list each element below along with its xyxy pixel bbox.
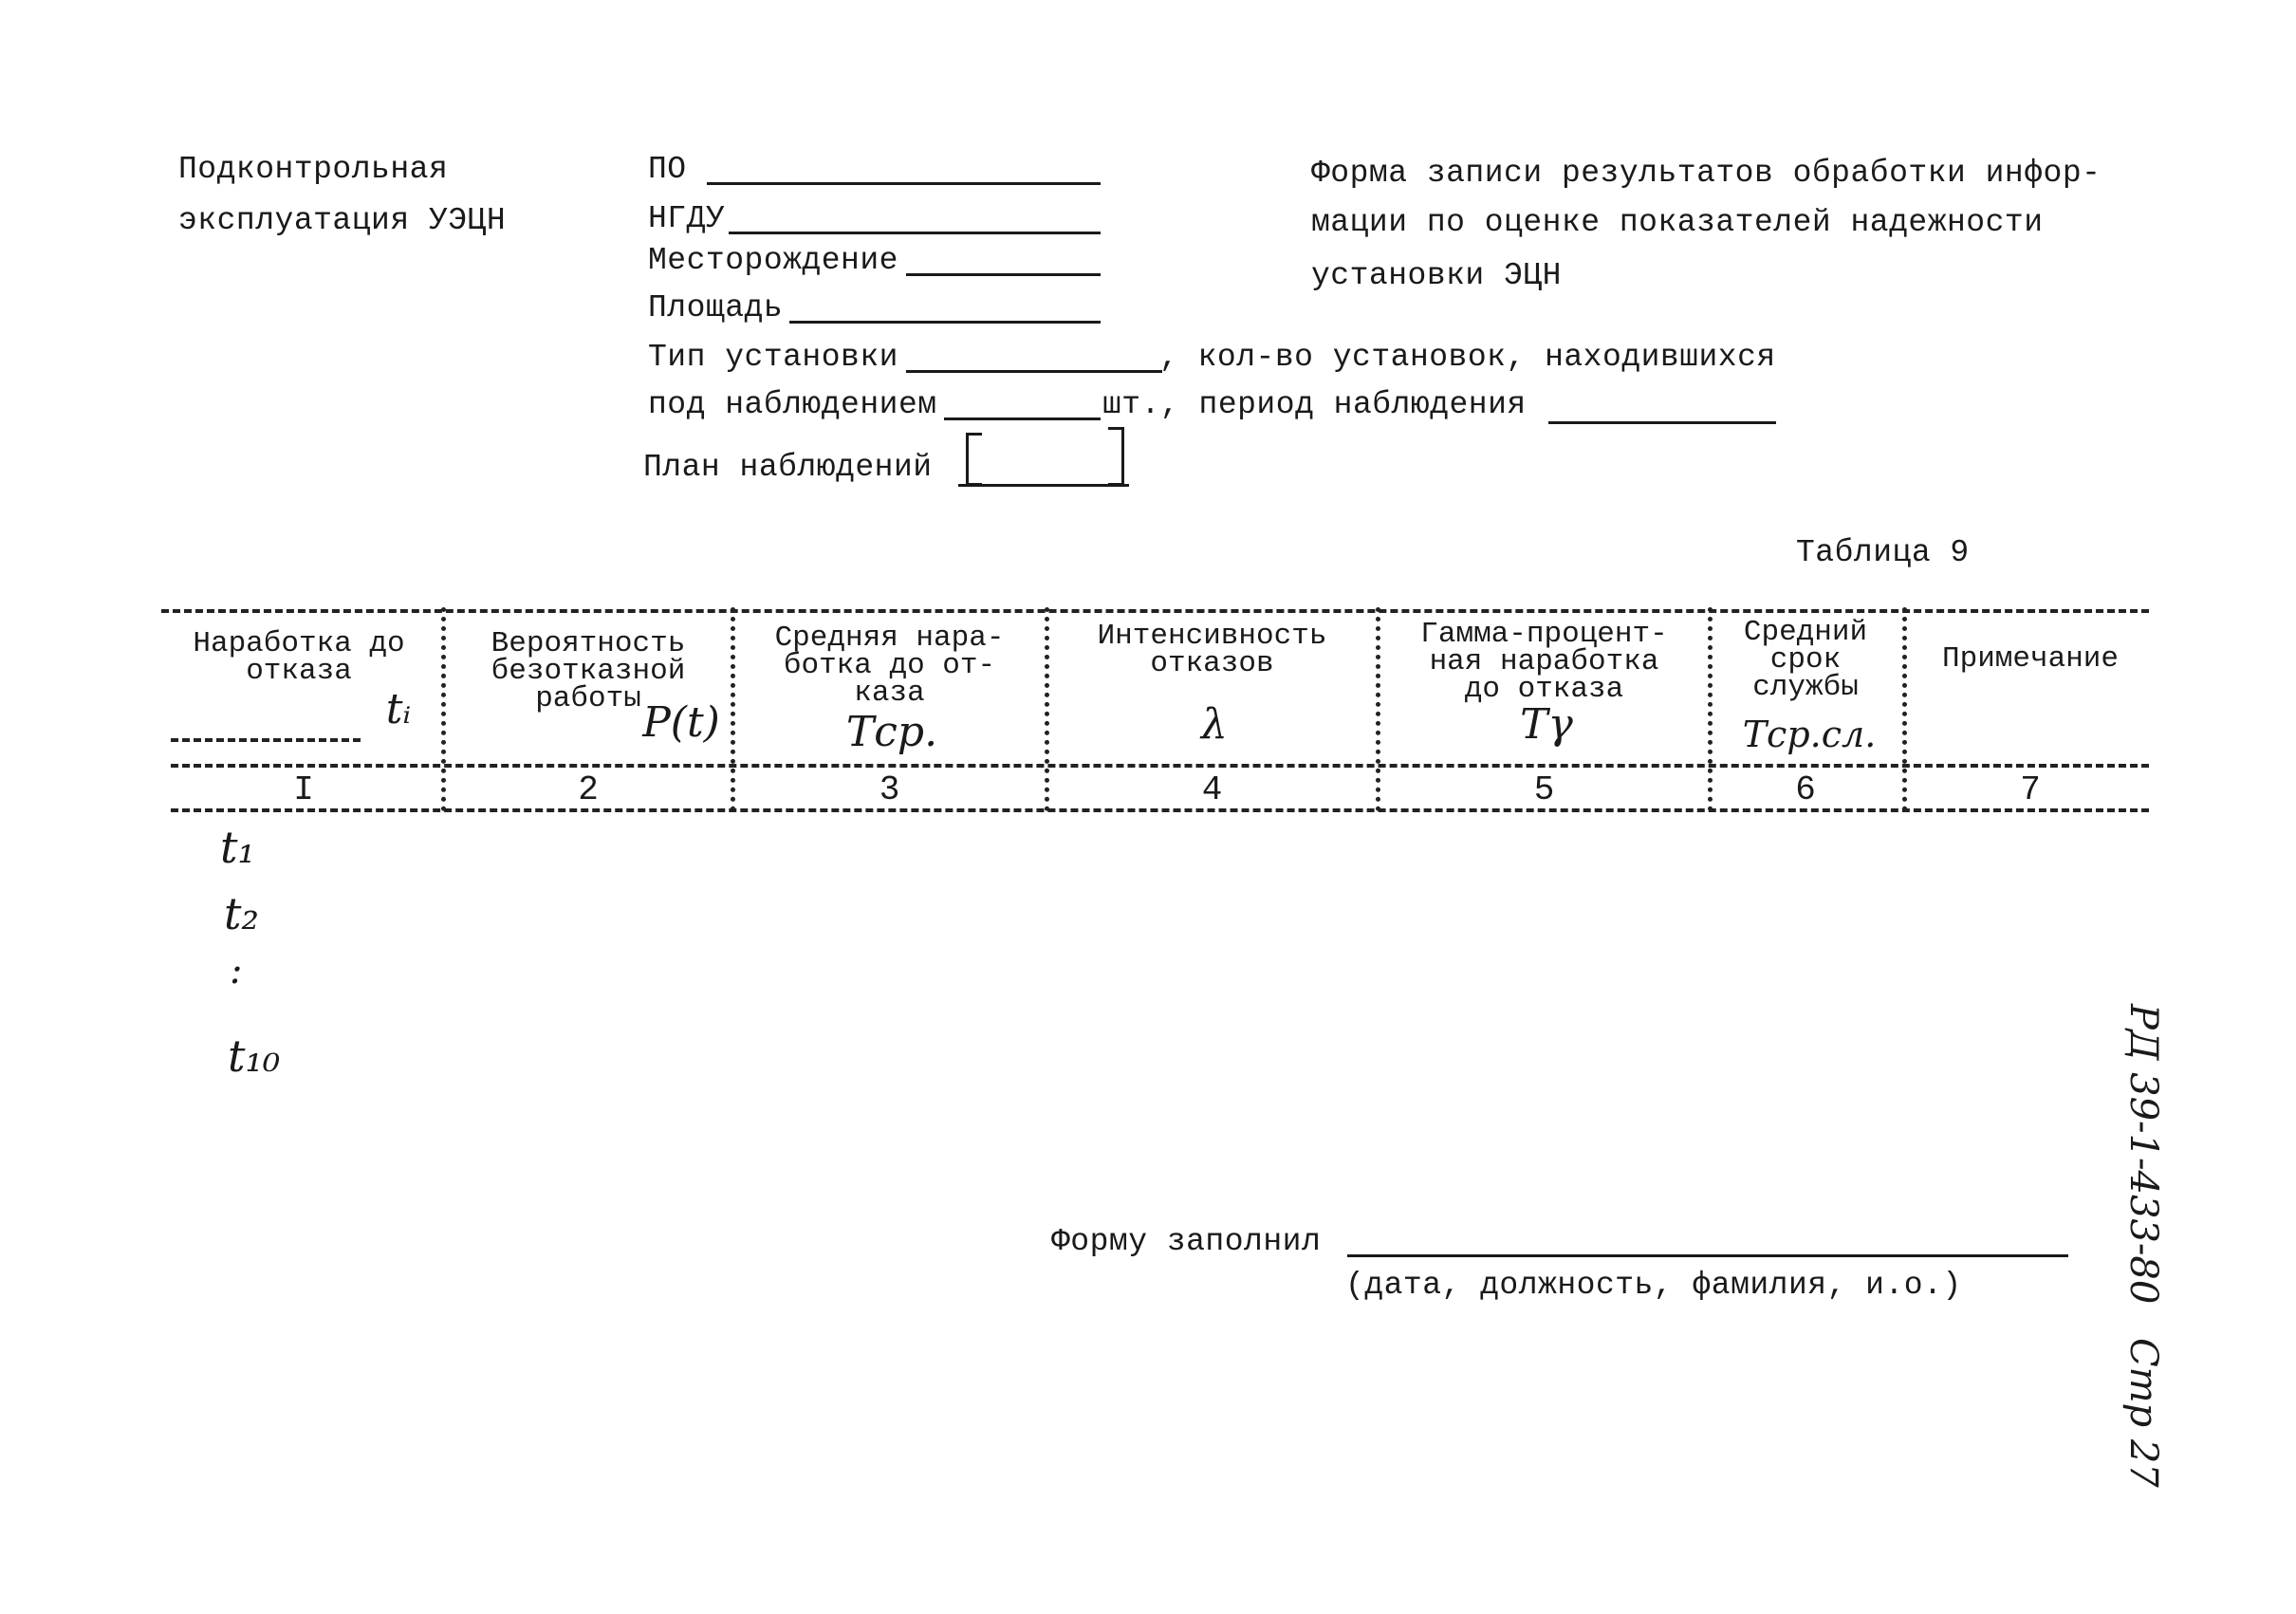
filled-by-line[interactable]: [1347, 1254, 2068, 1257]
col-header-2: Вероятность безотказной работы: [491, 627, 686, 715]
col-header-1: Наработка до отказа: [193, 627, 405, 688]
col-number-4: 4: [1201, 770, 1223, 809]
col-sep-5: [1708, 607, 1713, 811]
period-line[interactable]: [1548, 421, 1776, 424]
col-number-7: 7: [2020, 770, 2041, 809]
col-sep-6: [1902, 607, 1907, 811]
filled-by-label: Форму заполнил: [1051, 1224, 1322, 1259]
table-caption: Таблица 9: [1796, 535, 1970, 570]
form-title-line3: установки ЭЦН: [1311, 258, 1562, 293]
col-sep-2: [731, 607, 735, 811]
col-number-3: 3: [879, 770, 900, 809]
col-sep-1: [441, 607, 446, 811]
col-number-1: I: [293, 770, 314, 809]
installation-type-line[interactable]: [906, 370, 1162, 373]
symbol-lambda: λ: [1201, 700, 1228, 749]
label-installation-type: Тип установки: [648, 340, 898, 375]
header-left-line2: эксплуатация УЭЦН: [178, 203, 507, 238]
col-header-4: Интенсивность отказов: [1097, 620, 1327, 680]
form-title-line2: мации по оценке показателей надежности: [1311, 205, 2044, 240]
col-header-3: Средняя нара- ботка до от- каза: [774, 621, 1005, 710]
col-number-5: 5: [1533, 770, 1555, 809]
col-number-6: 6: [1795, 770, 1816, 809]
label-plan: План наблюдений: [643, 450, 933, 485]
label-area: Площадь: [648, 290, 784, 325]
col-sep-4: [1376, 607, 1380, 811]
label-po: ПО: [648, 152, 687, 187]
label-observed: под наблюдением: [648, 387, 937, 422]
symbol-tservice: Тср.сл.: [1742, 714, 1877, 755]
label-period: шт., период наблюдения: [1102, 387, 1527, 422]
bracket-right: [1108, 427, 1124, 486]
plan-box[interactable]: [958, 427, 1129, 487]
side-page-number: Стр 27: [2121, 1338, 2165, 1488]
table-top-rule: [161, 609, 2149, 613]
col-header-6: Средний срок службы: [1743, 616, 1868, 704]
form-title-line1: Форма записи результатов обработки инфор-: [1311, 156, 2102, 191]
col-number-2: 2: [578, 770, 599, 809]
label-field: Месторождение: [648, 243, 898, 278]
side-doc-code: РД 39-1-433-80: [2121, 1004, 2165, 1305]
col1-inner-rule: [171, 738, 361, 742]
symbol-pt: P(t): [642, 698, 720, 747]
header-left-line1: Подконтрольная: [178, 152, 449, 187]
row-label-t1: t₁: [220, 822, 255, 873]
field-field-line[interactable]: [906, 273, 1101, 276]
col-sep-3: [1045, 607, 1049, 811]
ngdu-field-line[interactable]: [729, 232, 1101, 234]
row-label-t2: t₂: [224, 888, 259, 939]
bracket-left: [966, 433, 982, 486]
symbol-ti: tᵢ: [385, 685, 412, 733]
label-count: , кол-во установок, находившихся: [1159, 340, 1776, 375]
filled-by-hint: (дата, должность, фамилия, и.о.): [1345, 1268, 1962, 1303]
row-label-ellipsis: :: [230, 949, 243, 993]
col-header-7: Примечание: [1941, 642, 2120, 676]
symbol-tgamma: Тγ: [1520, 700, 1573, 749]
header-bottom-rule: [171, 764, 2149, 768]
row-label-t10: t₁₀: [228, 1030, 281, 1082]
col-header-5: Гамма-процент- ная наработка до отказа: [1420, 618, 1668, 706]
area-field-line[interactable]: [789, 321, 1101, 324]
observed-count-line[interactable]: [944, 417, 1101, 420]
po-field-line[interactable]: [707, 182, 1101, 185]
label-ngdu: НГДУ: [648, 201, 726, 236]
symbol-tavg: Тср.: [845, 708, 938, 756]
